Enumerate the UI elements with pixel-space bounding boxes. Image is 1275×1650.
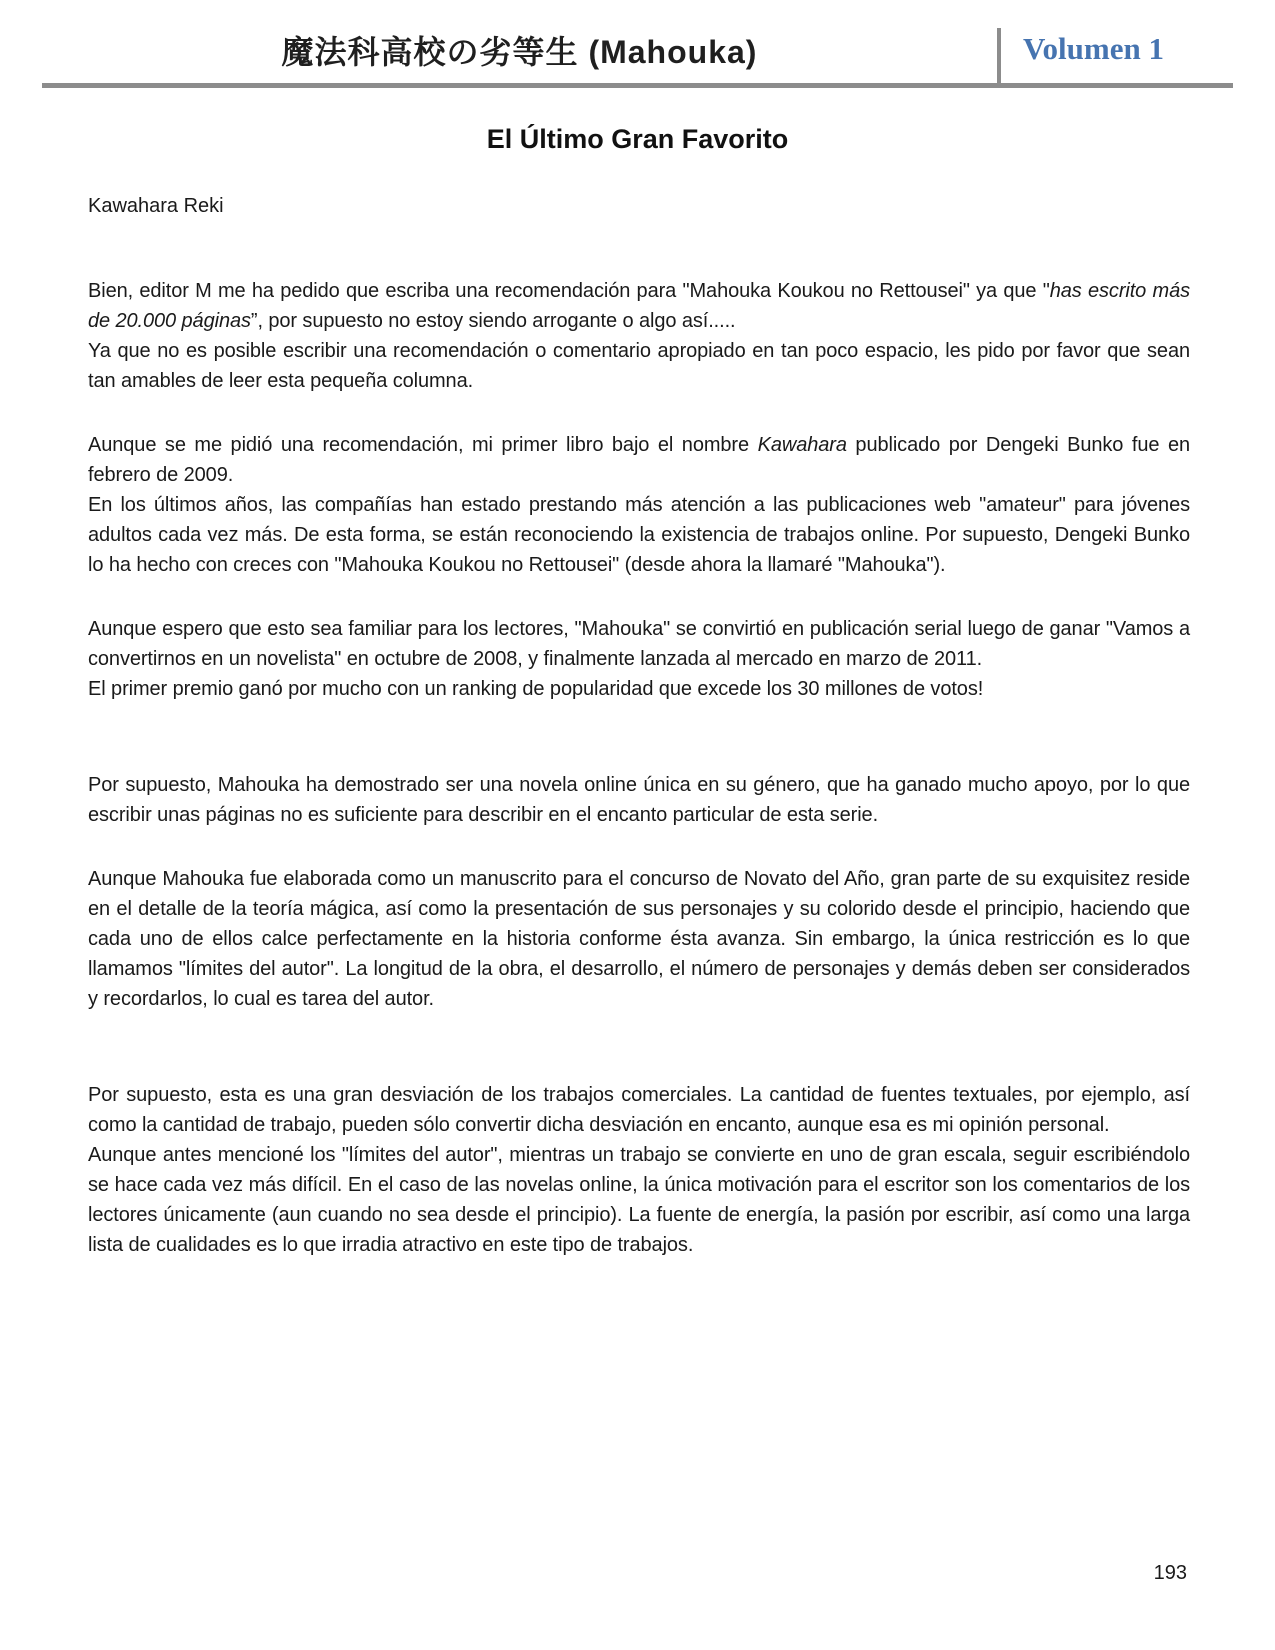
volume-label: Volumen 1 [1023,30,1164,66]
text-segment: Por supuesto, Mahouka ha demostrado ser una novela online única en su género, que ha ganado mucho apoyo, por lo que escribir unas páginas no es suficiente para describir en el encanto particular de esta serie. [88,774,1190,826]
article-title: El Último Gran Favorito [486,124,789,154]
text-segment: ”, por supuesto no estoy siendo arrogante o algo así..... [250,310,736,332]
book-title: 魔法科高校の劣等生 (Mahouka) [281,33,758,70]
text-segment: publicado por Dengeki Bunko fue en febrero de 2009. [88,434,1190,486]
document-body [88,276,1190,1260]
paragraph-line [88,276,1190,336]
paragraph-line [88,614,1190,674]
paragraph [88,1080,1190,1260]
header-title-cell [42,26,997,83]
text-segment: Ya que no es posible escribir una recomendación o comentario apropiado en tan poco espacio, les pido por favor que sean tan amables de leer esta pequeña columna. [88,340,1190,392]
text-segment: En los últimos años, las compañías han estado prestando más atención a las publicaciones web "amateur" para jóvenes adultos cada vez más. De esta forma, se están reconociendo la existencia de trabajos online. Por supuesto, Dengeki Bunko lo ha hecho con creces con "Mahouka Koukou no Rettousei" (desde ahora la llamaré "Mahouka"). [88,494,1190,576]
text-segment: has escrito más de 20.000 páginas [88,280,1190,332]
paragraph [88,614,1190,704]
text-segment: El primer premio ganó por mucho con un ranking de popularidad que excede los 30 millones de votos! [88,678,984,700]
text-segment: Bien, editor M me ha pedido que escriba una recomendación para "Mahouka Koukou no Rettousei" ya que " [88,280,1050,302]
paragraph-line [88,336,1190,396]
text-segment: Por supuesto, esta es una gran desviación de los trabajos comerciales. La cantidad de fuentes textuales, por ejemplo, así como la cantidad de trabajo, pueden sólo convertir dicha desviación en encanto, aunque esa es mi opinión personal. [88,1084,1190,1136]
paragraph [88,430,1190,580]
paragraph-line [88,1140,1190,1260]
page-number: 193 [1153,1562,1187,1584]
paragraph [88,864,1190,1014]
paragraph-line [88,1080,1190,1140]
page-header [42,26,1233,88]
text-segment: Aunque Mahouka fue elaborada como un manuscrito para el concurso de Novato del Año, gran parte de su exquisitez reside en el detalle de la teoría mágica, así como la presentación de sus personajes y su colorido desde el principio, haciendo que cada uno de ellos calce perfectamente en la historia conforme ésta avanza. Sin embargo, la única restricción es lo que llamamos "límites del autor". La longitud de la obra, el desarrollo, el número de personajes y demás deben ser considerados y recordarlos, lo cual es tarea del autor. [88,868,1190,1010]
text-segment: Aunque espero que esto sea familiar para los lectores, "Mahouka" se convirtió en publicación serial luego de ganar "Vamos a convertirnos en un novelista" en octubre de 2008, y finalmente lanzada al mercado en marzo de 2011. [88,618,1190,670]
text-segment: Aunque se me pidió una recomendación, mi primer libro bajo el nombre [88,434,758,456]
paragraph-line [88,674,1190,704]
text-segment: Kawahara [757,434,847,456]
paragraph-line [88,490,1190,580]
paragraph-line [88,864,1190,1014]
paragraph [88,276,1190,396]
paragraph-line [88,430,1190,490]
text-segment: Aunque antes mencioné los "límites del autor", mientras un trabajo se convierte en uno de gran escala, seguir escribiéndolo se hace cada vez más difícil. En el caso de las novelas online, la única motivación para el escritor son los comentarios de los lectores únicamente (aun cuando no sea desde el principio). La fuente de energía, la pasión por escribir, así como una larga lista de cualidades es lo que irradia atractivo en este tipo de trabajos. [88,1144,1190,1256]
paragraph [88,770,1190,830]
paragraph-line [88,770,1190,830]
author-name: Kawahara Reki [88,195,224,217]
header-volume-cell [1001,26,1233,83]
